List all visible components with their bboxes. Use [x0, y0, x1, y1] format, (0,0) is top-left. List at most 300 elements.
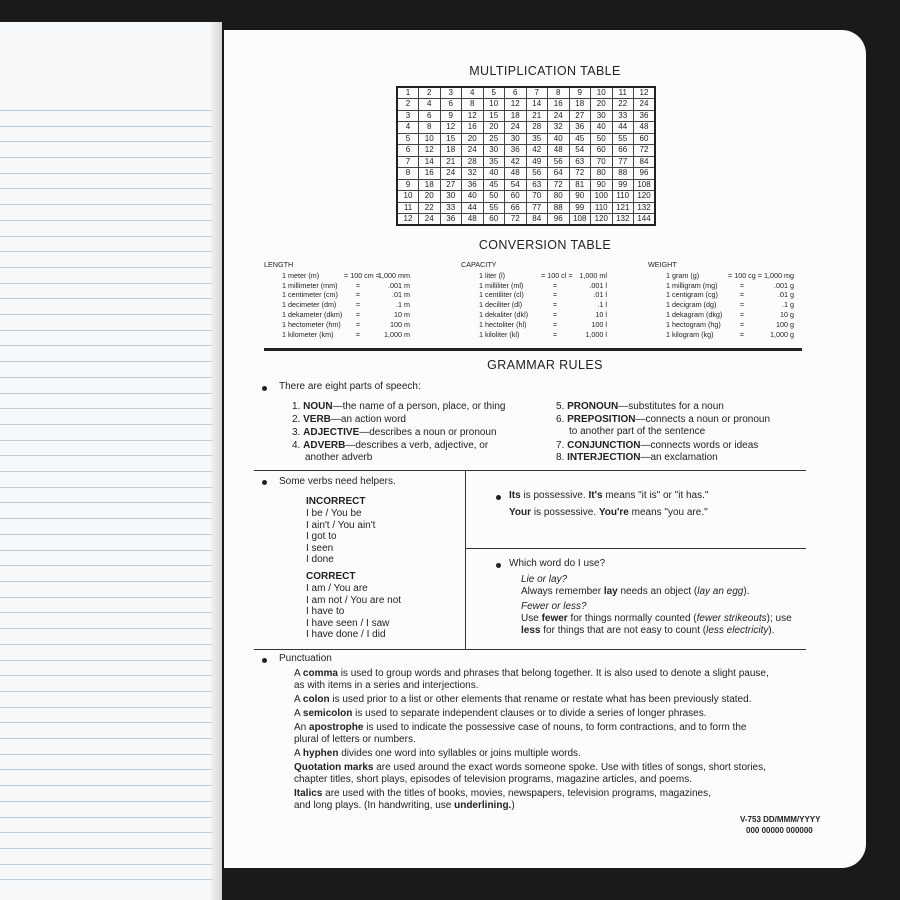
table-cell: 63 — [526, 179, 548, 191]
table-cell: 84 — [526, 214, 548, 226]
table-cell: 55 — [612, 133, 634, 145]
conversion-eq: = — [355, 290, 361, 300]
bullet — [262, 480, 267, 485]
table-cell: 42 — [526, 145, 548, 157]
comma-rule-cont: as with items in a series and interjections. — [294, 680, 479, 691]
comma-rule: A comma is used to group words and phrases that belong together. It is also used to denote a slight pause, — [294, 668, 769, 679]
table-row — [397, 214, 655, 226]
italics-rule: Italics are used with the titles of books, movies, newspapers, television programs, magazines, — [294, 788, 711, 799]
table-cell: 10 — [419, 133, 441, 145]
table-cell: 12 — [440, 122, 462, 134]
ruled-line — [0, 455, 212, 456]
conversion-row — [264, 300, 410, 310]
conversion-eq: = — [739, 280, 745, 290]
table-cell: 121 — [612, 202, 634, 214]
table-cell: 14 — [419, 156, 441, 168]
table-cell: 144 — [634, 214, 656, 226]
ruled-line — [0, 251, 212, 252]
list-item: I am / You are — [306, 583, 368, 594]
ruled-line — [0, 173, 212, 174]
table-cell: 16 — [462, 122, 484, 134]
table-cell: 30 — [483, 145, 505, 157]
conversion-v: 100 l — [591, 319, 607, 329]
table-cell: 54 — [569, 145, 591, 157]
table-cell: 20 — [462, 133, 484, 145]
conversion-row — [461, 281, 607, 291]
section-divider — [264, 348, 802, 351]
table-cell: 99 — [612, 179, 634, 191]
table-cell: 70 — [591, 156, 613, 168]
table-cell: 32 — [462, 168, 484, 180]
table-cell: 33 — [612, 110, 634, 122]
table-row — [397, 156, 655, 168]
table-cell: 44 — [612, 122, 634, 134]
table-cell: 18 — [505, 110, 527, 122]
conversion-u: 1 kilometer (km) — [282, 329, 334, 339]
table-row — [397, 145, 655, 157]
grammar-rules-title: GRAMMAR RULES — [487, 358, 603, 372]
conversion-row — [264, 320, 410, 330]
conversion-eq: = — [355, 309, 361, 319]
part-5: 5. PRONOUN—substitutes for a noun — [556, 401, 724, 412]
ruled-line — [0, 424, 212, 425]
table-cell: 8 — [397, 168, 419, 180]
table-cell: 24 — [419, 214, 441, 226]
table-cell: 30 — [505, 133, 527, 145]
table-row — [397, 179, 655, 191]
table-cell: 7 — [397, 156, 419, 168]
length-heading: LENGTH — [264, 260, 294, 269]
conversion-u: 1 hectometer (hm) — [282, 319, 341, 329]
table-cell: 60 — [591, 145, 613, 157]
table-cell: 12 — [397, 214, 419, 226]
table-cell: 48 — [634, 122, 656, 134]
conversion-eq: = — [355, 329, 361, 339]
ruled-line — [0, 283, 212, 284]
conversion-v: 1,000 mm — [378, 270, 410, 280]
table-cell: 42 — [505, 156, 527, 168]
table-cell: 6 — [505, 87, 527, 99]
less-rule: less for things that are not easy to count (less electricity). — [521, 625, 775, 636]
table-cell: 100 — [591, 191, 613, 203]
punctuation-intro: Punctuation — [279, 653, 332, 664]
semicolon-rule: A semicolon is used to separate independent clauses or to divide a series of longer phrases. — [294, 708, 707, 719]
table-cell: 22 — [419, 202, 441, 214]
ruled-line — [0, 879, 212, 880]
multiplication-table-title: MULTIPLICATION TABLE — [469, 64, 621, 78]
table-cell: 72 — [634, 145, 656, 157]
conversion-v: .001 g — [774, 280, 794, 290]
page-edge — [211, 22, 221, 900]
table-cell: 12 — [634, 87, 656, 99]
table-cell: 48 — [548, 145, 570, 157]
table-cell: 24 — [505, 122, 527, 134]
table-cell: 21 — [440, 156, 462, 168]
capacity-column — [461, 260, 607, 339]
table-cell: 18 — [419, 179, 441, 191]
conversion-eq: = — [739, 319, 745, 329]
ruled-line — [0, 534, 212, 535]
table-cell: 40 — [591, 122, 613, 134]
table-cell: 36 — [569, 122, 591, 134]
table-cell: 8 — [419, 122, 441, 134]
table-cell: 72 — [505, 214, 527, 226]
table-cell: 110 — [612, 191, 634, 203]
conversion-eq: = 100 cl = — [541, 270, 573, 280]
conversion-u: 1 hectogram (hg) — [666, 319, 721, 329]
table-cell: 3 — [440, 87, 462, 99]
ruled-line — [0, 298, 212, 299]
table-cell: 21 — [526, 110, 548, 122]
table-cell: 4 — [419, 99, 441, 111]
divider-line — [254, 649, 806, 650]
table-cell: 22 — [612, 99, 634, 111]
ruled-line — [0, 393, 212, 394]
table-cell: 48 — [505, 168, 527, 180]
ruled-line — [0, 204, 212, 205]
weight-column — [648, 260, 794, 339]
helpers-intro: Some verbs need helpers. — [279, 476, 396, 487]
table-cell: 28 — [526, 122, 548, 134]
table-cell: 35 — [483, 156, 505, 168]
table-cell: 12 — [419, 145, 441, 157]
table-cell: 36 — [440, 214, 462, 226]
conversion-v: 1,000 mg — [764, 270, 794, 280]
conversion-v: 1,000 l — [585, 329, 607, 339]
ruled-line — [0, 314, 212, 315]
which-word-intro: Which word do I use? — [509, 558, 606, 569]
part-6-cont: to another part of the sentence — [569, 426, 706, 437]
ruled-line — [0, 581, 212, 582]
conversion-v: 100 g — [776, 319, 794, 329]
multiplication-table — [396, 86, 656, 226]
table-cell: 60 — [505, 191, 527, 203]
conversion-u: 1 dekagram (dkg) — [666, 309, 723, 319]
conversion-v: .001 l — [589, 280, 607, 290]
conversion-eq: = 100 cm = — [344, 270, 380, 280]
table-cell: 24 — [440, 168, 462, 180]
table-row — [397, 191, 655, 203]
conversion-eq: = — [552, 280, 558, 290]
table-cell: 18 — [440, 145, 462, 157]
table-cell: 108 — [569, 214, 591, 226]
bullet — [496, 563, 501, 568]
conversion-v: .1 m — [396, 300, 410, 310]
table-cell: 88 — [548, 202, 570, 214]
table-cell: 36 — [505, 145, 527, 157]
ruled-line — [0, 141, 212, 142]
conversion-eq: = — [552, 290, 558, 300]
table-cell: 9 — [397, 179, 419, 191]
table-cell: 35 — [526, 133, 548, 145]
ruled-line — [0, 110, 212, 111]
table-cell: 9 — [440, 110, 462, 122]
colon-rule: A colon is used prior to a list or other elements that rename or restate what has been previously stated. — [294, 694, 752, 705]
conversion-u: 1 milliliter (ml) — [479, 280, 524, 290]
ruled-line — [0, 220, 212, 221]
table-cell: 36 — [634, 110, 656, 122]
conversion-row — [648, 281, 794, 291]
list-item: I ain't / You ain't — [306, 519, 376, 531]
conversion-u: 1 gram (g) — [666, 270, 700, 280]
table-cell: 120 — [591, 214, 613, 226]
length-column — [264, 260, 410, 339]
conversion-v: .01 g — [778, 290, 794, 300]
conversion-row — [461, 300, 607, 310]
ruled-line — [0, 408, 212, 409]
list-item: I done — [306, 554, 334, 566]
conversion-row — [264, 330, 410, 340]
conversion-u: 1 hectoliter (hl) — [479, 319, 527, 329]
conversion-v: 10 m — [394, 309, 410, 319]
ruled-line — [0, 597, 212, 598]
bullet — [262, 386, 267, 391]
ruled-line — [0, 675, 212, 676]
italics-rule-cont: and long plays. (In handwriting, use underlining.) — [294, 800, 515, 811]
left-ruled-page — [0, 22, 222, 900]
table-cell: 63 — [569, 156, 591, 168]
conversion-v: 1,000 g — [770, 329, 794, 339]
ruled-line — [0, 738, 212, 739]
reference-page — [224, 30, 866, 868]
table-row — [397, 87, 655, 99]
list-item: I have to — [306, 606, 345, 618]
table-cell: 56 — [548, 156, 570, 168]
ruled-line — [0, 660, 212, 661]
conversion-u: 1 decimeter (dm) — [282, 300, 337, 310]
conversion-eq: = — [552, 329, 558, 339]
table-cell: 24 — [634, 99, 656, 111]
part-3: 3. ADJECTIVE—describes a noun or pronoun — [292, 427, 497, 438]
conversion-eq: = 100 cg = — [728, 270, 762, 280]
table-cell: 77 — [526, 202, 548, 214]
conversion-u: 1 liter (l) — [479, 270, 505, 280]
list-item: I got to — [306, 531, 337, 543]
conversion-u: 1 centiliter (cl) — [479, 290, 524, 300]
table-cell: 108 — [634, 179, 656, 191]
conversion-eq: = — [355, 280, 361, 290]
table-cell: 72 — [569, 168, 591, 180]
table-cell: 1 — [397, 87, 419, 99]
conversion-row — [461, 290, 607, 300]
divider-line — [466, 548, 806, 549]
table-cell: 2 — [397, 99, 419, 111]
table-cell: 4 — [397, 122, 419, 134]
ruled-line — [0, 236, 212, 237]
conversion-v: 10 g — [780, 309, 794, 319]
table-cell: 40 — [548, 133, 570, 145]
table-cell: 27 — [440, 179, 462, 191]
table-cell: 88 — [612, 168, 634, 180]
table-cell: 64 — [548, 168, 570, 180]
table-cell: 132 — [612, 214, 634, 226]
table-cell: 80 — [548, 191, 570, 203]
list-item: I am not / You are not — [306, 594, 402, 606]
table-row — [397, 168, 655, 180]
ruled-line — [0, 691, 212, 692]
conversion-row — [461, 320, 607, 330]
conversion-eq: = — [739, 300, 745, 310]
table-cell: 5 — [397, 133, 419, 145]
conversion-u: 1 centigram (cg) — [666, 290, 718, 300]
table-cell: 20 — [483, 122, 505, 134]
conversion-table-title: CONVERSION TABLE — [478, 238, 612, 252]
conversion-u: 1 millimeter (mm) — [282, 280, 338, 290]
table-cell: 48 — [462, 214, 484, 226]
bullet — [496, 495, 501, 500]
table-cell: 70 — [526, 191, 548, 203]
table-cell: 12 — [505, 99, 527, 111]
table-cell: 99 — [569, 202, 591, 214]
table-cell: 24 — [462, 145, 484, 157]
table-cell: 66 — [612, 145, 634, 157]
ruled-line — [0, 330, 212, 331]
table-cell: 9 — [569, 87, 591, 99]
conversion-row — [648, 271, 794, 281]
table-cell: 55 — [483, 202, 505, 214]
table-cell: 56 — [526, 168, 548, 180]
table-cell: 36 — [462, 179, 484, 191]
table-cell: 20 — [591, 99, 613, 111]
lie-lay-rule: Always remember lay needs an object (lay an egg). — [521, 586, 750, 597]
conversion-u: 1 meter (m) — [282, 270, 320, 280]
quotation-rule: Quotation marks are used around the exact words someone spoke. Use with titles of songs, short stories, — [294, 762, 766, 773]
table-cell: 20 — [419, 191, 441, 203]
apostrophe-rule-cont: plural of letters or numbers. — [294, 734, 416, 745]
ruled-line — [0, 707, 212, 708]
apostrophe-rule: An apostrophe is used to indicate the possessive case of nouns, to form contractions, and to form the — [294, 722, 747, 733]
table-cell: 120 — [634, 191, 656, 203]
conversion-row — [264, 271, 410, 281]
conversion-v: .01 m — [392, 290, 410, 300]
part-4-cont: another adverb — [305, 452, 373, 463]
barcode-number: 000 00000 000000 — [746, 826, 813, 835]
table-cell: 96 — [634, 168, 656, 180]
conversion-v: 1,000 m — [384, 329, 410, 339]
list-item: I be / You be — [306, 508, 362, 519]
ruled-line — [0, 267, 212, 268]
conversion-row — [648, 320, 794, 330]
table-cell: 24 — [548, 110, 570, 122]
part-6: 6. PREPOSITION—connects a noun or pronoun — [556, 414, 771, 425]
table-cell: 2 — [419, 87, 441, 99]
table-cell: 11 — [612, 87, 634, 99]
conversion-row — [461, 330, 607, 340]
table-cell: 8 — [548, 87, 570, 99]
ruled-line — [0, 487, 212, 488]
conversion-u: 1 milligram (mg) — [666, 280, 718, 290]
part-2: 2. VERB—an action word — [292, 414, 406, 425]
table-cell: 33 — [440, 202, 462, 214]
conversion-eq: = — [355, 319, 361, 329]
weight-heading: WEIGHT — [648, 260, 677, 269]
ruled-line — [0, 769, 212, 770]
table-cell: 49 — [526, 156, 548, 168]
conversion-row — [461, 310, 607, 320]
capacity-heading: CAPACITY — [461, 260, 497, 269]
its-rule: Its is possessive. It's means "it is" or "it has." — [509, 490, 709, 501]
table-cell: 60 — [634, 133, 656, 145]
conversion-u: 1 centimeter (cm) — [282, 290, 338, 300]
conversion-row — [648, 300, 794, 310]
hyphen-rule: A hyphen divides one word into syllables or joins multiple words. — [294, 748, 581, 759]
conversion-u: 1 decigram (dg) — [666, 300, 717, 310]
conversion-v: .001 m — [388, 280, 410, 290]
table-cell: 12 — [462, 110, 484, 122]
ruled-line — [0, 644, 212, 645]
table-cell: 110 — [591, 202, 613, 214]
list-item: I have seen / I saw — [306, 617, 390, 629]
list-item: I have done / I did — [306, 629, 386, 641]
table-cell: 25 — [483, 133, 505, 145]
table-cell: 66 — [505, 202, 527, 214]
table-cell: 84 — [634, 156, 656, 168]
table-cell: 30 — [591, 110, 613, 122]
part-4: 4. ADVERB—describes a verb, adjective, or — [292, 440, 489, 451]
conversion-row — [648, 310, 794, 320]
table-cell: 96 — [548, 214, 570, 226]
table-cell: 14 — [526, 99, 548, 111]
ruled-line — [0, 550, 212, 551]
conversion-u: 1 dekaliter (dkl) — [479, 309, 529, 319]
table-row — [397, 99, 655, 111]
ruled-line — [0, 832, 212, 833]
table-cell: 45 — [569, 133, 591, 145]
conversion-eq: = — [739, 309, 745, 319]
conversion-u: 1 dekameter (dkm) — [282, 309, 343, 319]
conversion-row — [264, 281, 410, 291]
table-cell: 16 — [419, 168, 441, 180]
part-8: 8. INTERJECTION—an exclamation — [556, 452, 718, 463]
table-cell: 28 — [462, 156, 484, 168]
part-1: 1. NOUN—the name of a person, place, or thing — [292, 401, 506, 412]
ruled-line — [0, 157, 212, 158]
table-cell: 30 — [440, 191, 462, 203]
conversion-eq: = — [739, 329, 745, 339]
table-cell: 18 — [569, 99, 591, 111]
incorrect-heading: INCORRECT — [306, 496, 366, 507]
ruled-line — [0, 754, 212, 755]
table-cell: 15 — [483, 110, 505, 122]
table-cell: 6 — [419, 110, 441, 122]
conversion-row — [264, 310, 410, 320]
ruled-line — [0, 126, 212, 127]
table-row — [397, 133, 655, 145]
ruled-line — [0, 848, 212, 849]
conversion-v: 1,000 ml — [579, 270, 607, 280]
ruled-line — [0, 864, 212, 865]
correct-heading: CORRECT — [306, 571, 356, 582]
table-cell: 15 — [440, 133, 462, 145]
parts-intro: There are eight parts of speech: — [279, 381, 421, 392]
conversion-row — [648, 330, 794, 340]
fewer-less-heading: Fewer or less? — [521, 601, 587, 612]
conversion-u: 1 kiloliter (kl) — [479, 329, 520, 339]
ruled-line — [0, 502, 212, 503]
ruled-line — [0, 565, 212, 566]
ruled-line — [0, 361, 212, 362]
table-cell: 10 — [483, 99, 505, 111]
ruled-line — [0, 518, 212, 519]
table-cell: 10 — [397, 191, 419, 203]
conversion-eq: = — [552, 319, 558, 329]
table-cell: 50 — [591, 133, 613, 145]
conversion-u: 1 kilogram (kg) — [666, 329, 714, 339]
conversion-row — [264, 290, 410, 300]
conversion-v: .1 g — [782, 300, 794, 310]
table-row — [397, 110, 655, 122]
table-cell: 3 — [397, 110, 419, 122]
